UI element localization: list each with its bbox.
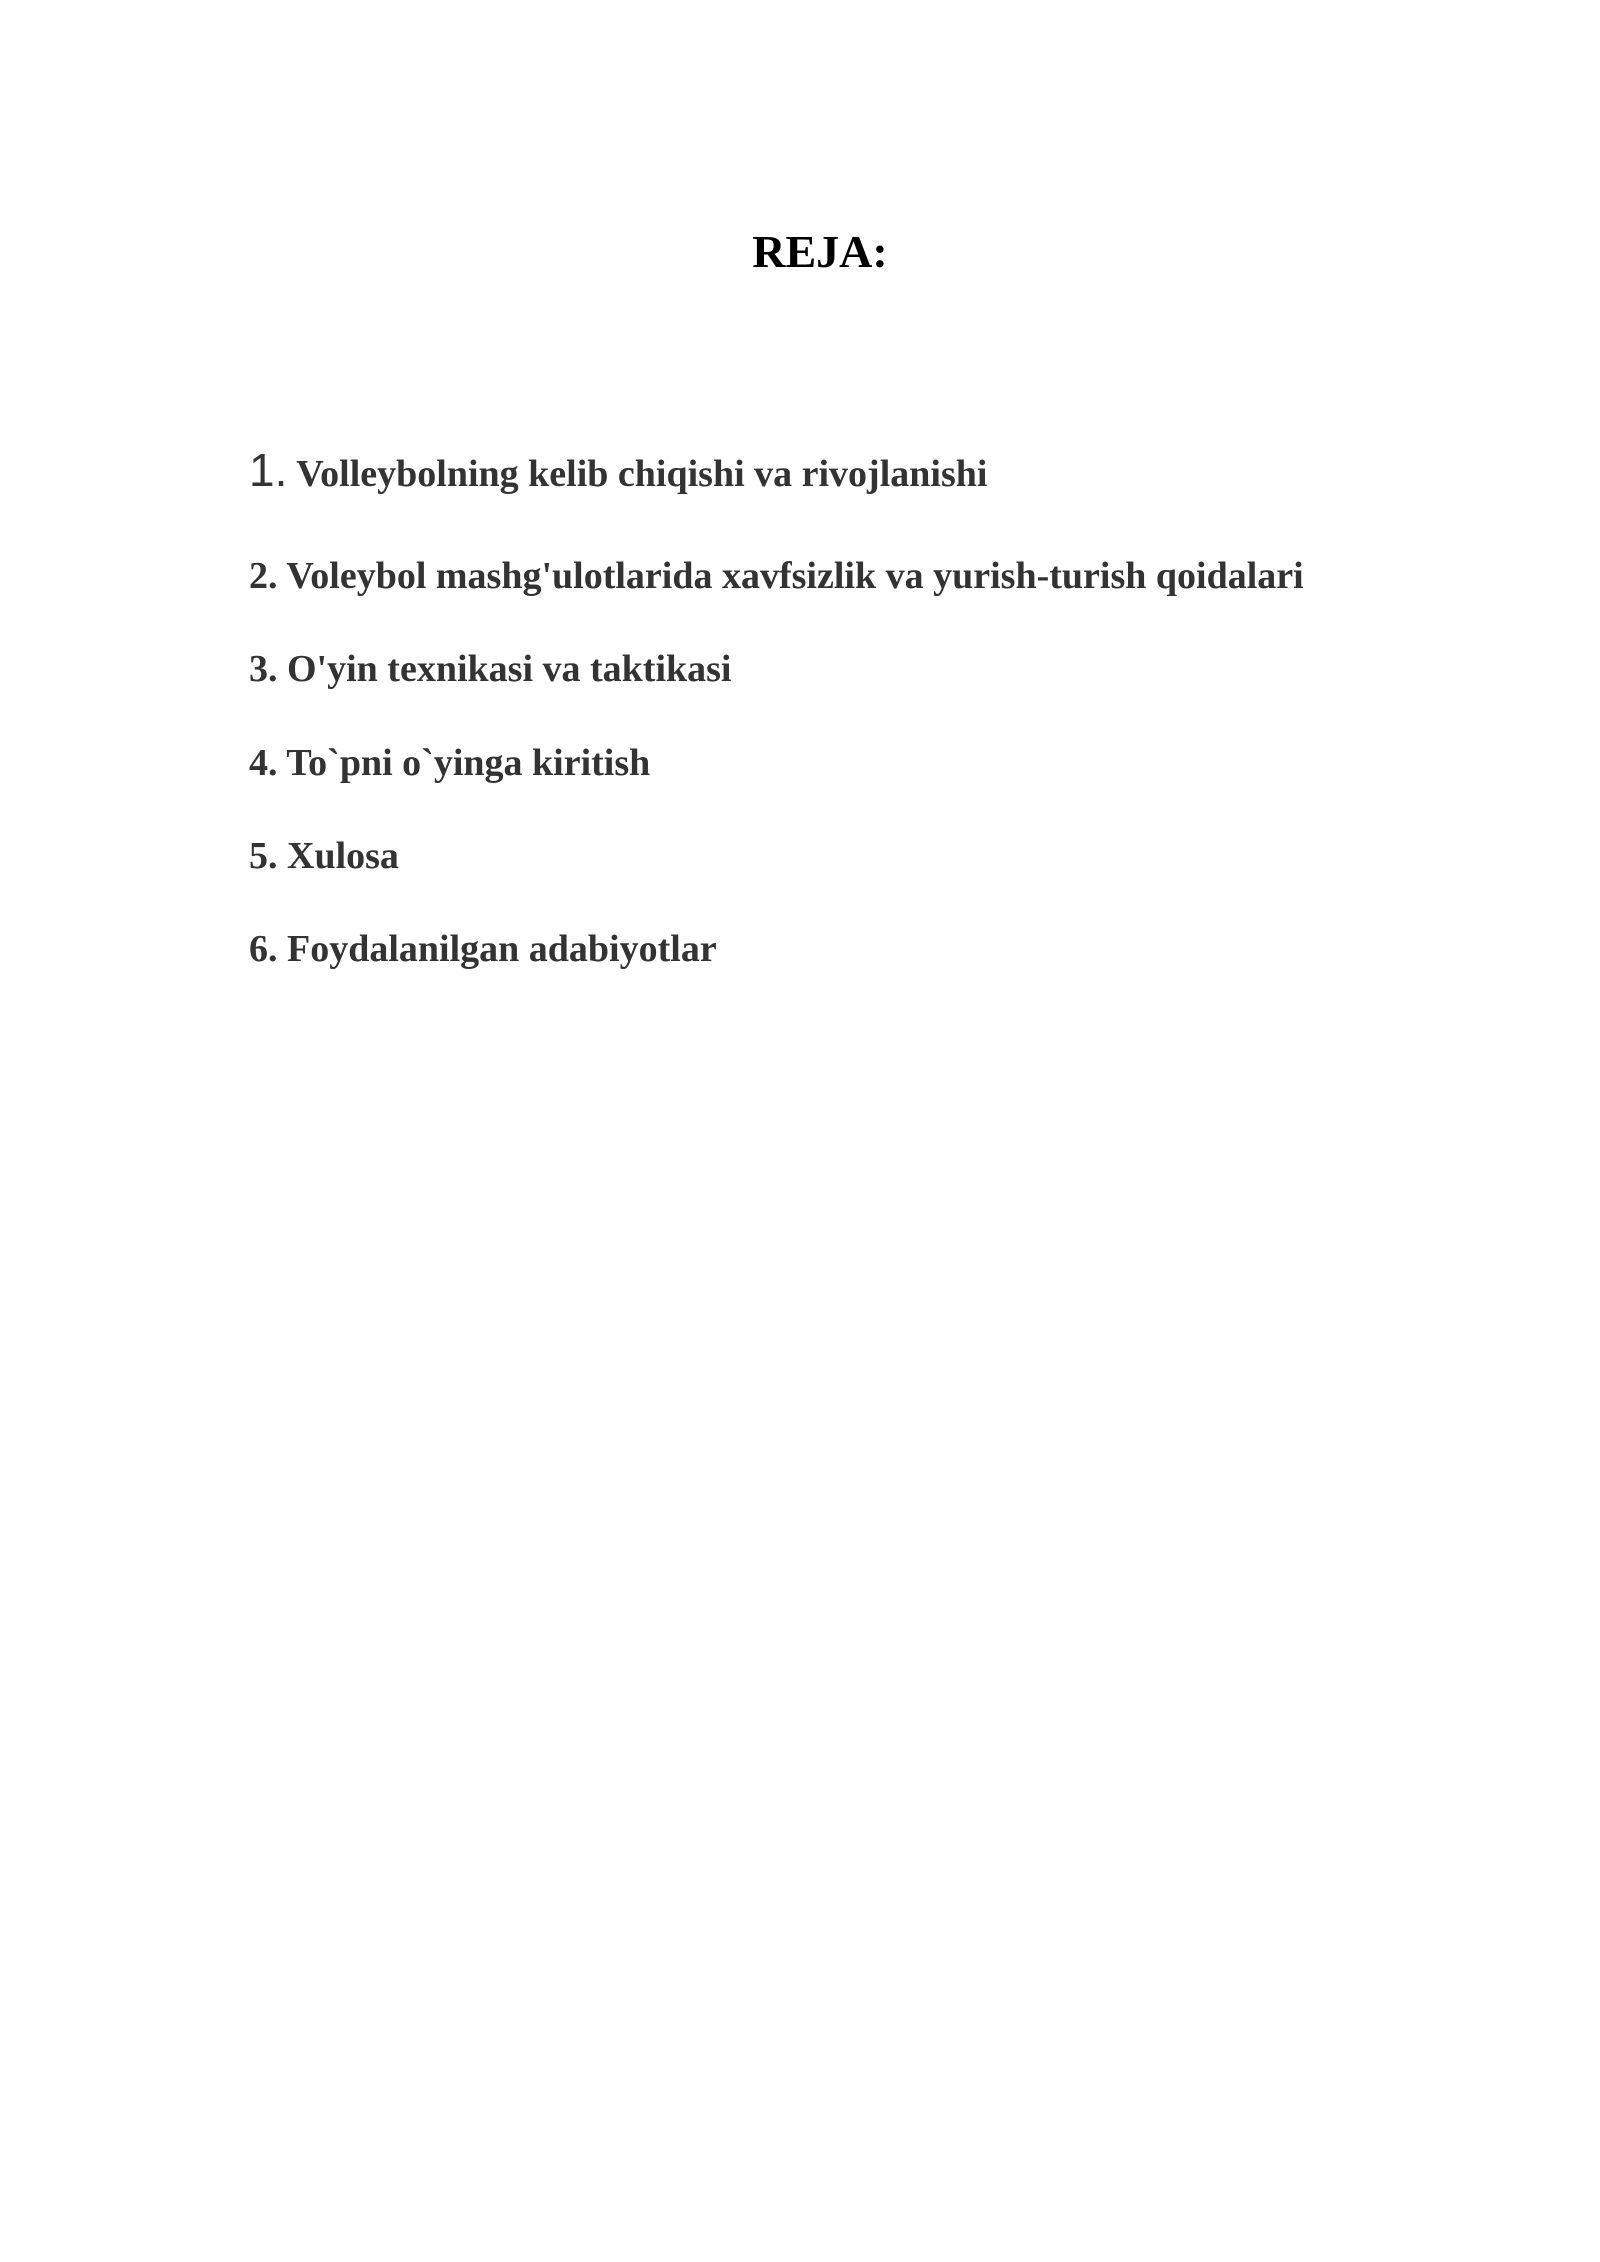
plan-item-1 (249, 444, 988, 497)
plan-item-number: 2. (249, 555, 278, 597)
plan-item-text: To`pni o`yinga kiritish (286, 742, 651, 784)
plan-item-6 (249, 926, 717, 972)
plan-item-2 (249, 553, 1304, 599)
plan-item-number: 5. (249, 835, 278, 877)
plan-item-number: 4. (249, 742, 278, 784)
plan-item-4 (249, 740, 650, 786)
plan-item-5 (249, 833, 399, 879)
plan-item-text: Volleybolning kelib chiqishi va rivojlanishi (296, 453, 988, 495)
plan-item-number: 1. (249, 444, 288, 496)
page-title: REJA: (752, 226, 888, 277)
plan-item-number: 6. (249, 928, 278, 970)
plan-item-3 (249, 646, 731, 692)
plan-item-number: 3. (249, 648, 278, 690)
plan-item-text: O'yin texnikasi va taktikasi (287, 648, 732, 690)
plan-item-text: Xulosa (287, 835, 399, 877)
plan-item-text: Voleybol mashg'ulotlarida xavfsizlik va yurish-turish qoidalari (286, 555, 1304, 597)
plan-item-text: Foydalanilgan adabiyotlar (287, 928, 717, 970)
